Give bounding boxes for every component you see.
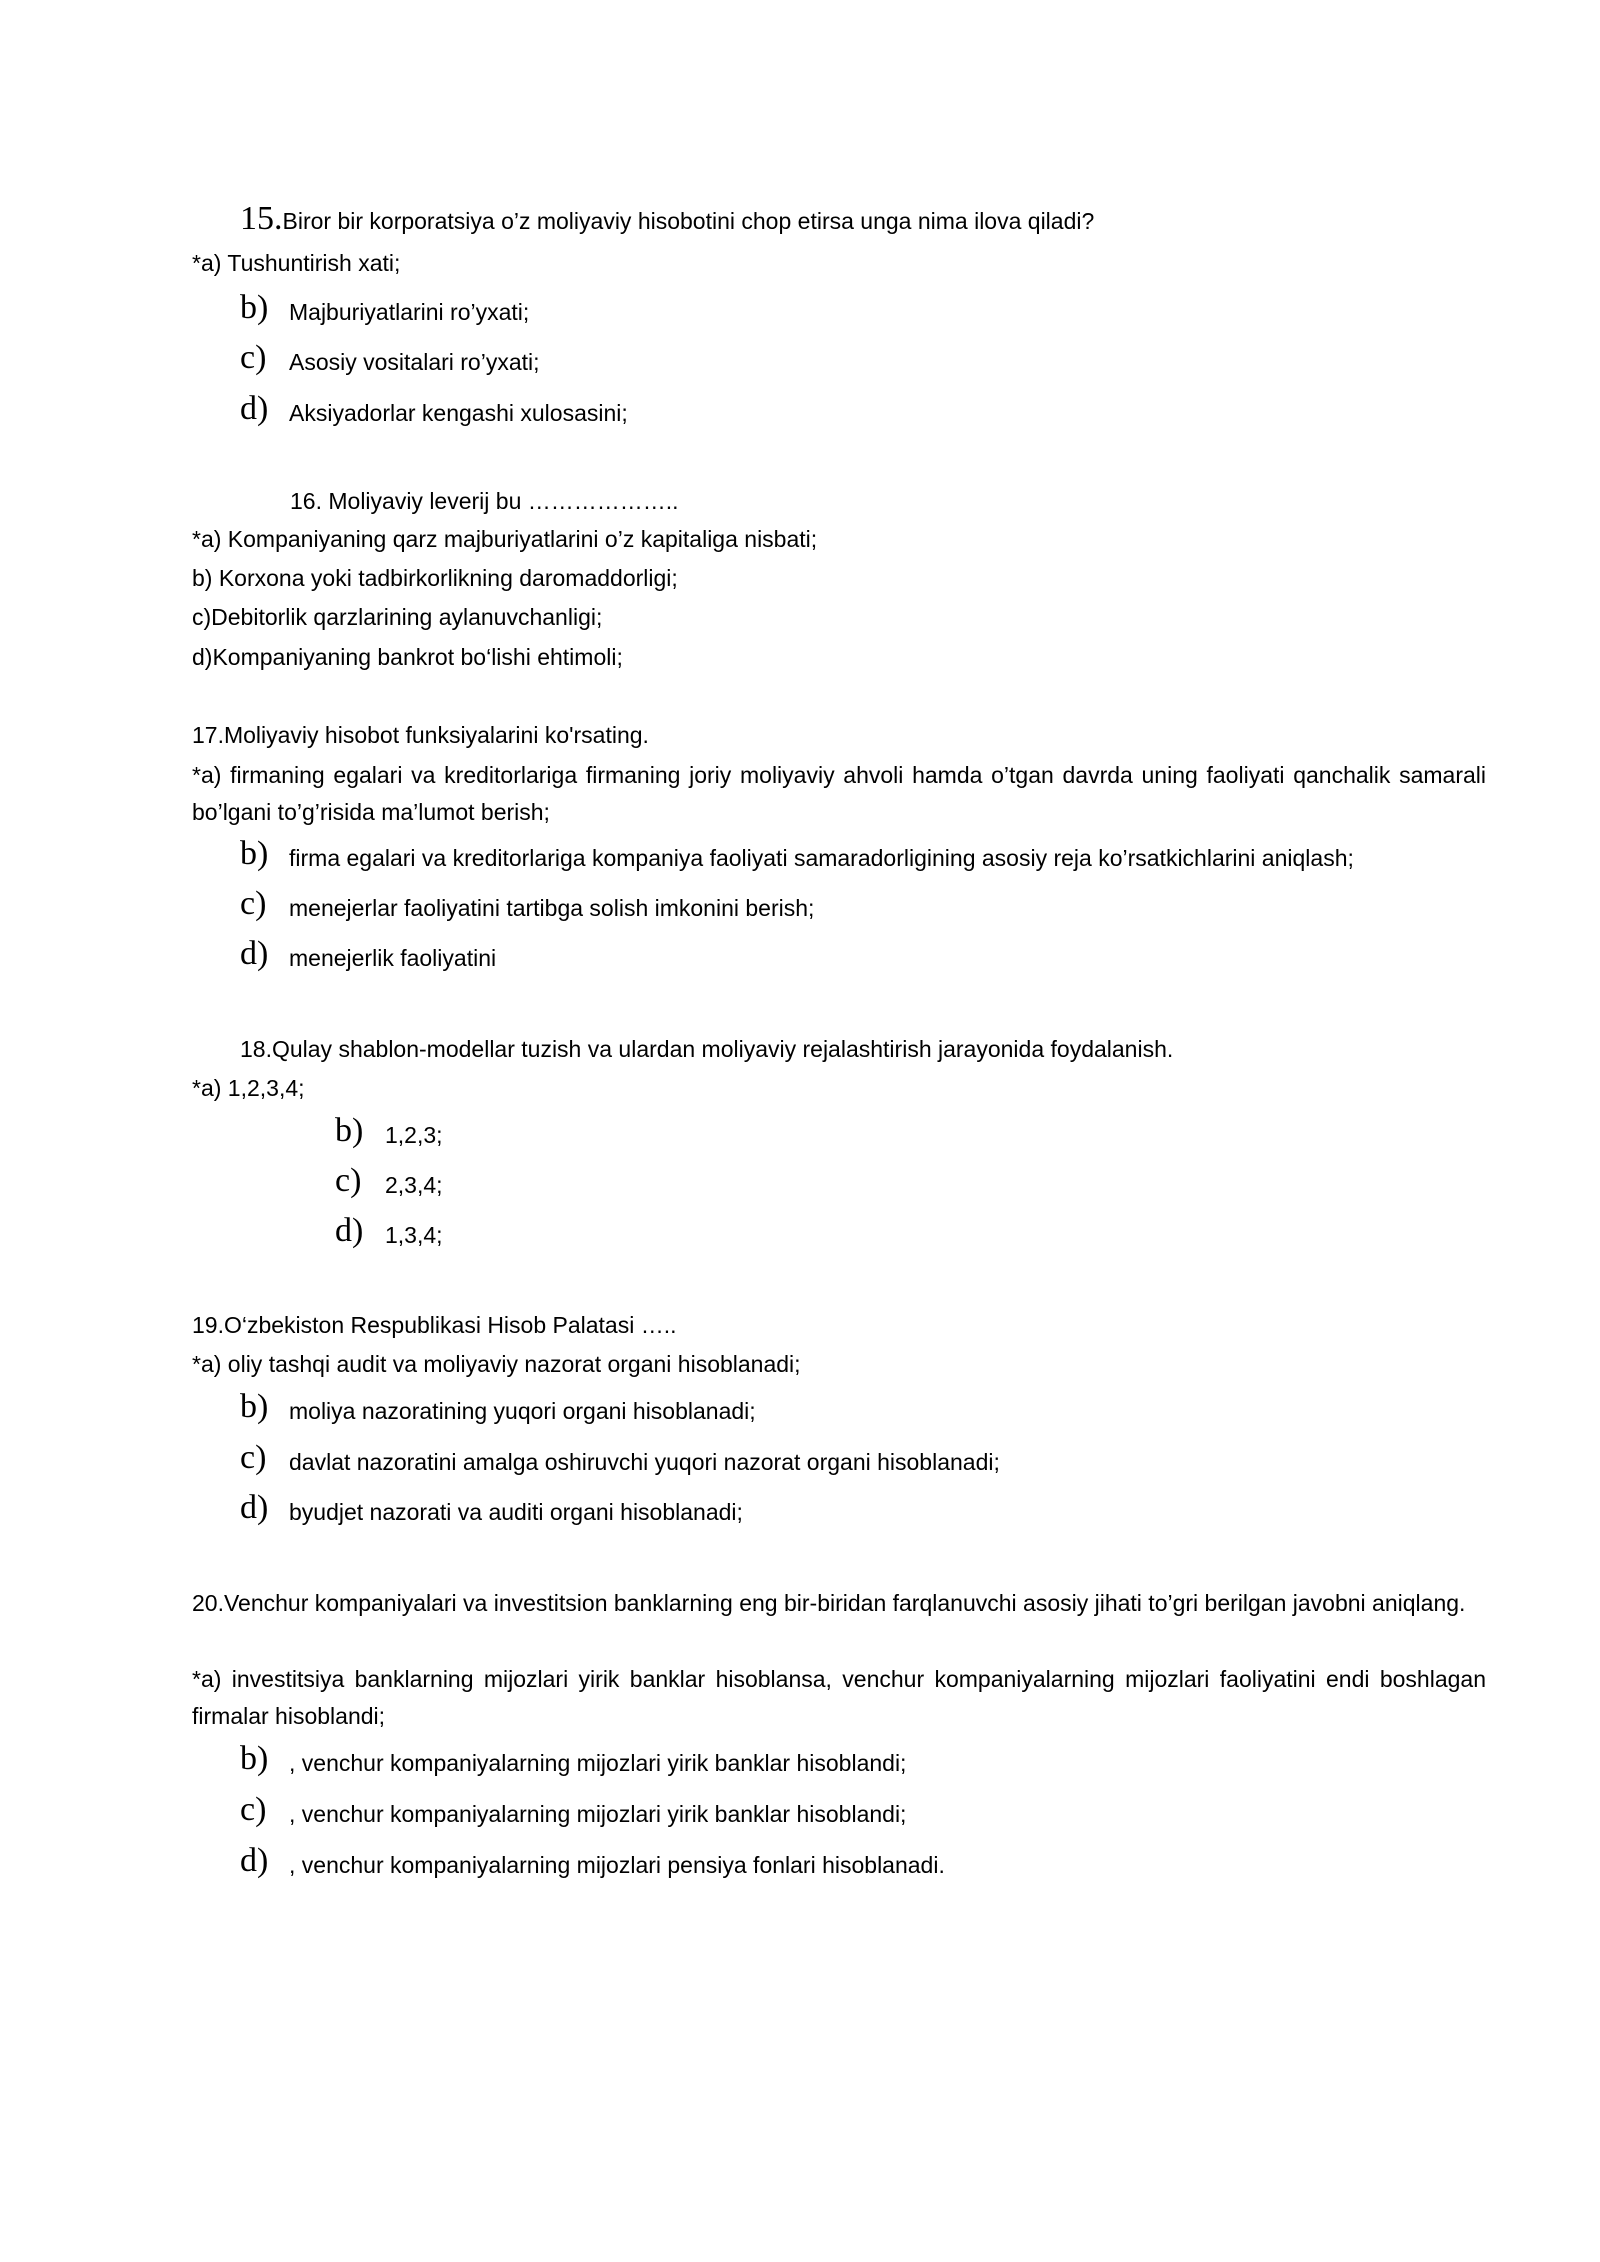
- answer-correct: *a) Tushuntirish xati;: [192, 250, 401, 276]
- option-letter: c): [240, 339, 267, 376]
- option-c[interactable]: c)Debitorlik qarzlarining aylanuvchanligi;: [192, 604, 603, 630]
- option-letter: b): [240, 1740, 269, 1777]
- question-15: [240, 200, 1095, 237]
- option-letter: d): [240, 1842, 269, 1879]
- answer-correct: *a) firmaning egalari va kreditorlariga firmaning joriy moliyaviy ahvoli hamda o’tgan davrda uning faoliyati qanchalik samarali bo’lgani to’g’risida ma’lumot berish;: [192, 762, 1486, 825]
- option-letter: c): [240, 885, 267, 922]
- option-letter: b): [240, 835, 269, 872]
- question-16: 16. Moliyaviy leverij bu ………………..: [290, 488, 679, 514]
- option-text: Majburiyatlarini ro’yxati;: [289, 299, 530, 325]
- option-text: firma egalari va kreditorlariga kompaniya faoliyati samaradorligining asosiy reja ko’rsatkichlarini aniqlash;: [289, 845, 1354, 871]
- option-letter: d): [240, 935, 269, 972]
- question-number: 15.: [240, 200, 283, 237]
- option-text: , venchur kompaniyalarning mijozlari yirik banklar hisoblandi;: [289, 1801, 907, 1827]
- question-19: 19.O‘zbekiston Respublikasi Hisob Palatasi …..: [192, 1312, 677, 1338]
- option-letter: b): [240, 289, 269, 326]
- option-letter: c): [240, 1791, 267, 1828]
- answer-correct: *a) Kompaniyaning qarz majburiyatlarini o’z kapitaliga nisbati;: [192, 526, 818, 552]
- option-text: Aksiyadorlar kengashi xulosasini;: [289, 400, 628, 426]
- option-text: , venchur kompaniyalarning mijozlari yirik banklar hisoblandi;: [289, 1750, 907, 1776]
- option-text: moliya nazoratining yuqori organi hisoblanadi;: [289, 1398, 756, 1424]
- option-text: byudjet nazorati va auditi organi hisoblanadi;: [289, 1499, 743, 1525]
- option-text: Asosiy vositalari ro’yxati;: [289, 349, 540, 375]
- option-text: 2,3,4;: [385, 1172, 443, 1198]
- question-20: 20.Venchur kompaniyalari va investitsion banklarning eng bir-biridan farqlanuvchi asosiy jihati to’gri berilgan javobni aniqlang.: [192, 1590, 1466, 1616]
- answer-correct: *a) oliy tashqi audit va moliyaviy nazorat organi hisoblanadi;: [192, 1351, 801, 1377]
- option-text: , venchur kompaniyalarning mijozlari pensiya fonlari hisoblanadi.: [289, 1852, 945, 1878]
- question-18: 18.Qulay shablon-modellar tuzish va ulardan moliyaviy rejalashtirish jarayonida foydalanish.: [240, 1036, 1174, 1062]
- option-letter: d): [335, 1212, 364, 1249]
- option-b[interactable]: b) Korxona yoki tadbirkorlikning daromaddorligi;: [192, 565, 678, 591]
- option-text: davlat nazoratini amalga oshiruvchi yuqori nazorat organi hisoblanadi;: [289, 1449, 1000, 1475]
- option-letter: b): [335, 1112, 364, 1149]
- option-letter: d): [240, 1489, 269, 1526]
- option-letter: c): [240, 1439, 267, 1476]
- option-letter: d): [240, 390, 269, 427]
- option-letter: b): [240, 1388, 269, 1425]
- question-text: Biror bir korporatsiya o’z moliyaviy hisobotini chop etirsa unga nima ilova qiladi?: [282, 208, 1095, 234]
- option-text: menejerlik faoliyatini: [289, 945, 497, 971]
- option-text: menejerlar faoliyatini tartibga solish imkonini berish;: [289, 895, 815, 921]
- option-text: 1,2,3;: [385, 1122, 443, 1148]
- option-text: 1,3,4;: [385, 1222, 443, 1248]
- answer-correct: *a) investitsiya banklarning mijozlari yirik banklar hisoblansa, venchur kompaniyalarning mijozlari faoliyatini endi boshlagan firmalar hisoblandi;: [192, 1666, 1486, 1729]
- answer-correct: *a) 1,2,3,4;: [192, 1075, 305, 1101]
- option-d[interactable]: d)Kompaniyaning bankrot bo‘lishi ehtimoli;: [192, 644, 623, 670]
- question-17: 17.Moliyaviy hisobot funksiyalarini ko'rsating.: [192, 722, 649, 748]
- option-letter: c): [335, 1162, 362, 1199]
